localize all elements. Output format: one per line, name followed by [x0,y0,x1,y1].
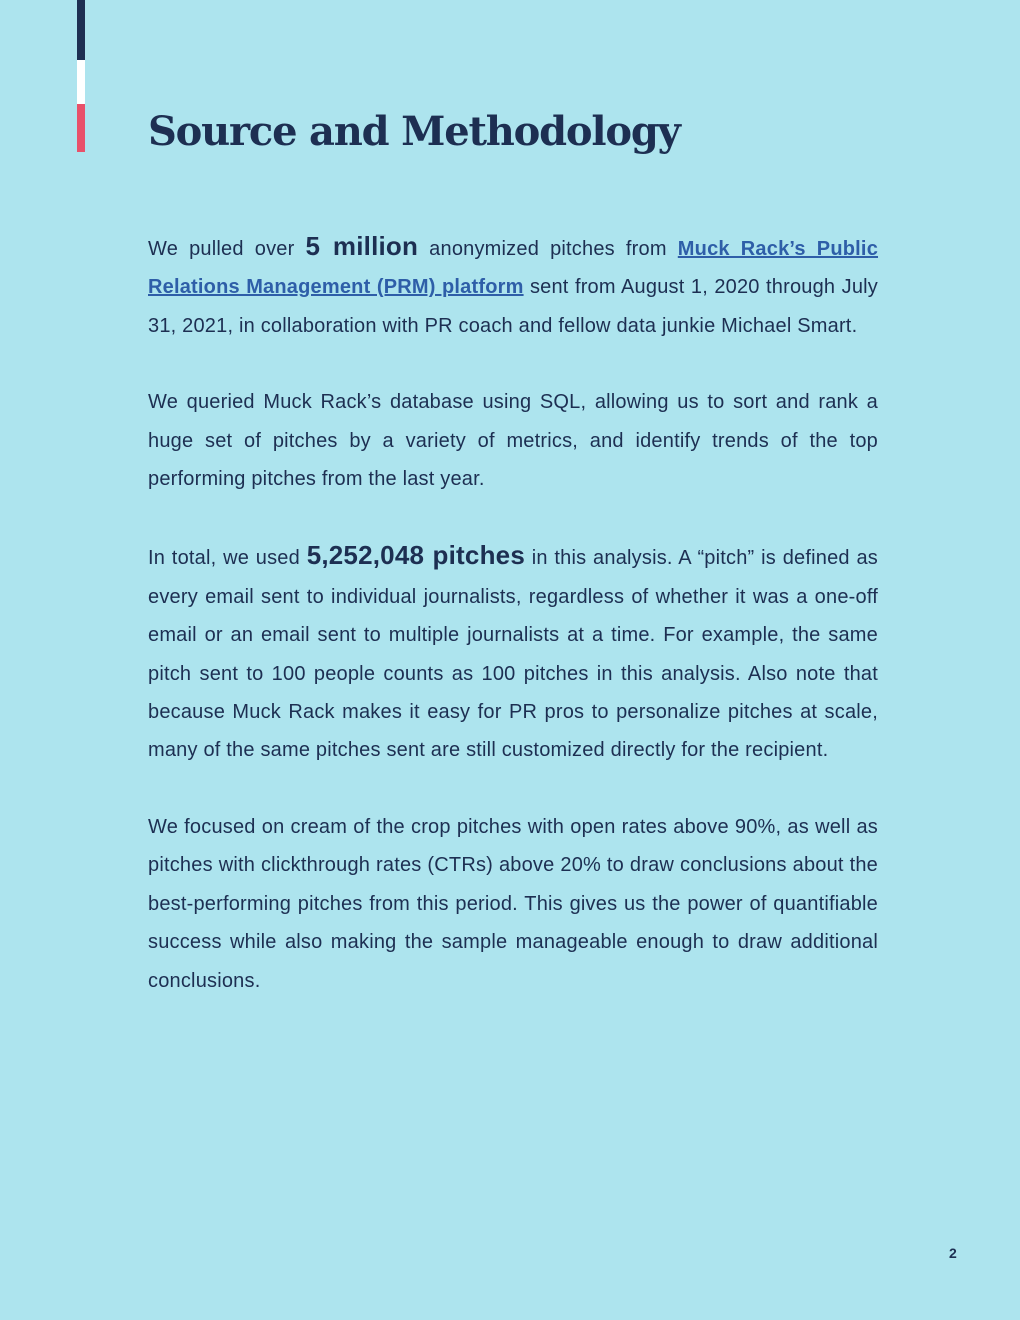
text: We pulled over [148,238,306,260]
accent-bar-red [77,104,85,152]
prm-platform-link[interactable]: Muck Rack’s Public Relations Management (PRM) platform [148,238,879,299]
highlight-pitch-count: 5,252,048 pitches [306,540,525,571]
text: anonymized pitches from [418,238,678,260]
text: In total, we used [148,547,307,570]
text: in this analysis. A “pitch” is defined as every email sent to individual journalists, regardless of whether it was a one-off email or an email sent to multiple journalists at a time. For example, the same pitch sent to 100 people counts as 100 pitches in this analysis. Also note that because Muck Rack makes it easy for PR pros to personalize pitches at scale, many of the same pitches sent are still customized directly for the recipient. [148,547,878,762]
accent-bar-white [77,60,85,104]
body-text [148,227,878,1038]
page-number: 2 [949,1245,957,1261]
page-title: Source and Methodology [148,108,680,155]
paragraph-4: We focused on cream of the crop pitches with open rates above 90%, as well as pitches with clickthrough rates (CTRs) above 20% to draw conclusions about the best-performing pitches from this period. This gives us the power of quantifiable success while also making the sample manageable enough to draw additional conclusions. [148,815,878,992]
paragraph-2: We queried Muck Rack’s database using SQL, allowing us to sort and rank a huge set of pitches by a variety of metrics, and identify trends of the top performing pitches from the last year. [148,391,878,491]
paragraph-3 [148,536,878,769]
text: sent from August 1, 2020 through July 31, 2021, in collaboration with PR coach and fellow data junkie Michael Smart. [148,276,878,337]
paragraph-1 [148,227,878,345]
highlight-5-million: 5 million [305,231,419,261]
accent-bar-navy [77,0,85,60]
